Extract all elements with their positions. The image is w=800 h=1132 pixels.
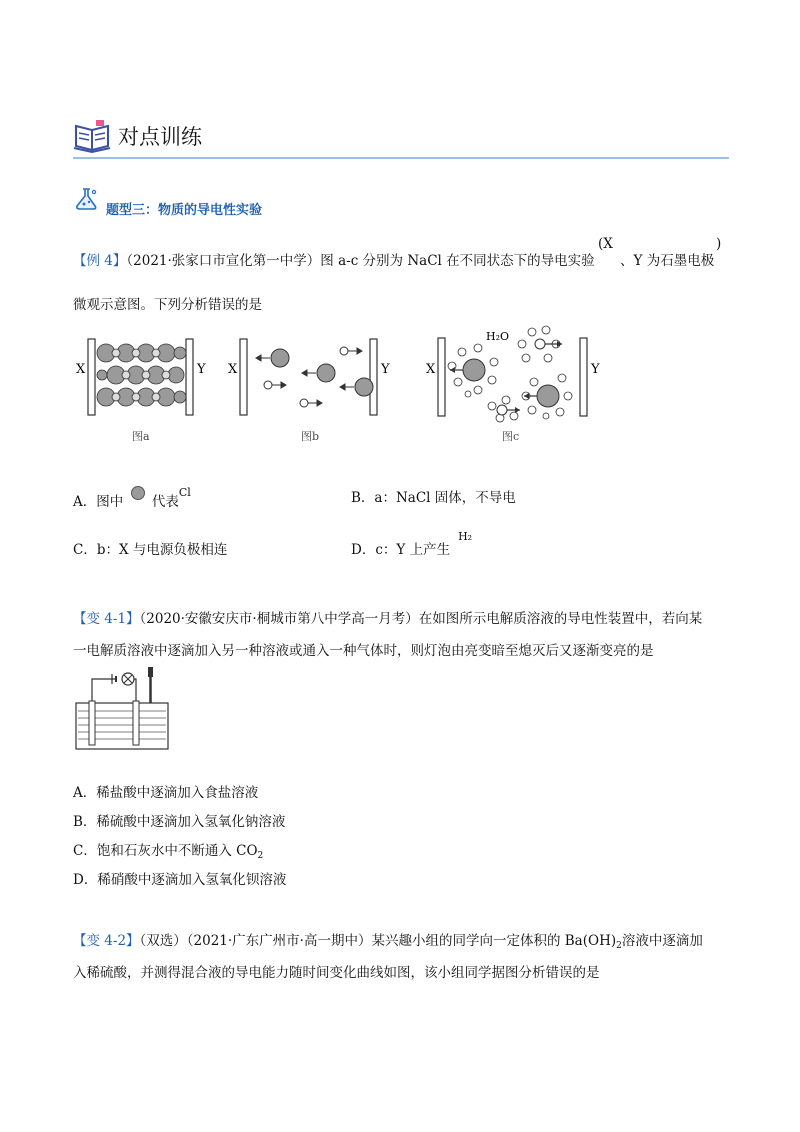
title-divider [73,157,729,159]
figure-a-caption: 图a [132,430,150,443]
example4-option-a [73,486,191,510]
option-c-subscript: 2 [257,851,264,861]
example4-option-b: B．a：NaCl 固体，不导电 [351,490,516,506]
variant41-option-b: B．稀硫酸中逐滴加入氢氧化钠溶液 [73,814,286,830]
variant41-option-c [73,839,263,861]
example4-paren-close: ) [716,236,722,252]
figure-b-y-label: Y [381,362,390,377]
section-title: 对点训练 [118,125,202,149]
example4-tag: 【例 4】 [73,253,127,269]
variant42-tag: 【变 4-2】 [73,933,140,949]
variant41-line2: 一电解质溶液中逐滴加入另一种溶液或通入一种气体时，则灯泡由亮变暗至熄灭后又逐渐变亮的是 [73,643,654,659]
variant42-line2: 入稀硫酸，并测得混合液的导电能力随时间变化曲线如图，该小组同学据图分析错误的是 [73,965,600,981]
variant41-tag: 【变 4-1】 [73,611,140,627]
variant41-option-a: A．稀盐酸中逐滴加入食盐溶液 [73,785,259,801]
figure-c-x-label: X [426,362,436,377]
conductivity-apparatus-figure [72,663,172,753]
figure-a-y-label: Y [197,362,206,377]
option-d-text: D．c：Y 上产生 [351,542,451,558]
example4-option-c: C．b：X 与电源负极相连 [73,542,228,558]
figure-c-water-label: H₂O [486,330,510,343]
example4-line1 [73,249,595,269]
section-subtitle: 题型三：物质的导电性实验 [106,203,263,218]
figure-c [422,318,612,448]
variant42-subscript: 2 [616,941,622,951]
example4-option-d [351,530,473,558]
example4-paren-open: (X [598,236,613,252]
figure-b-caption: 图b [301,430,320,443]
figure-c-y-label: Y [591,362,600,377]
figure-b-x-label: X [228,362,238,377]
variant41-option-d: D．稀硝酸中逐滴加入氢氧化钡溶液 [73,872,287,888]
figure-a-x-label: X [76,362,86,377]
variant42-line1 [73,929,703,951]
option-a-prefix: A．图中 [73,494,124,510]
book-icon [72,118,114,154]
variant42-text-a: （双选）（2021·广东广州市·高一期中）某兴趣小组的同学向一定体积的 Ba(OH) [139,933,617,949]
option-d-superscript: H₂ [458,530,473,543]
flask-icon [73,186,101,212]
example4-source: （2021·张家口市宣化第一中学）图 a-c 分别为 NaCl 在不同状态下的导电实验 [126,253,595,269]
variant42-text-b: 溶液中逐滴加 [621,933,703,949]
variant41-text: （2020·安徽安庆市·桐城市第八中学高一月考）在如图所示电解质溶液的导电性装置中，若向某 [139,611,703,627]
option-a-superscript: Cl [178,486,191,499]
figure-c-caption: 图c [502,430,520,443]
option-a-text: 代表 [151,494,179,510]
option-c-text: C．饱和石灰水中不断通入 CO [73,843,258,859]
chloride-ball-icon [131,486,145,500]
example4-line2: 微观示意图。下列分析错误的是 [73,297,262,313]
figure-b [226,335,390,445]
variant41-line1 [73,607,702,627]
example4-tail: 、Y 为石墨电极 [620,253,715,269]
figure-a [70,335,220,445]
